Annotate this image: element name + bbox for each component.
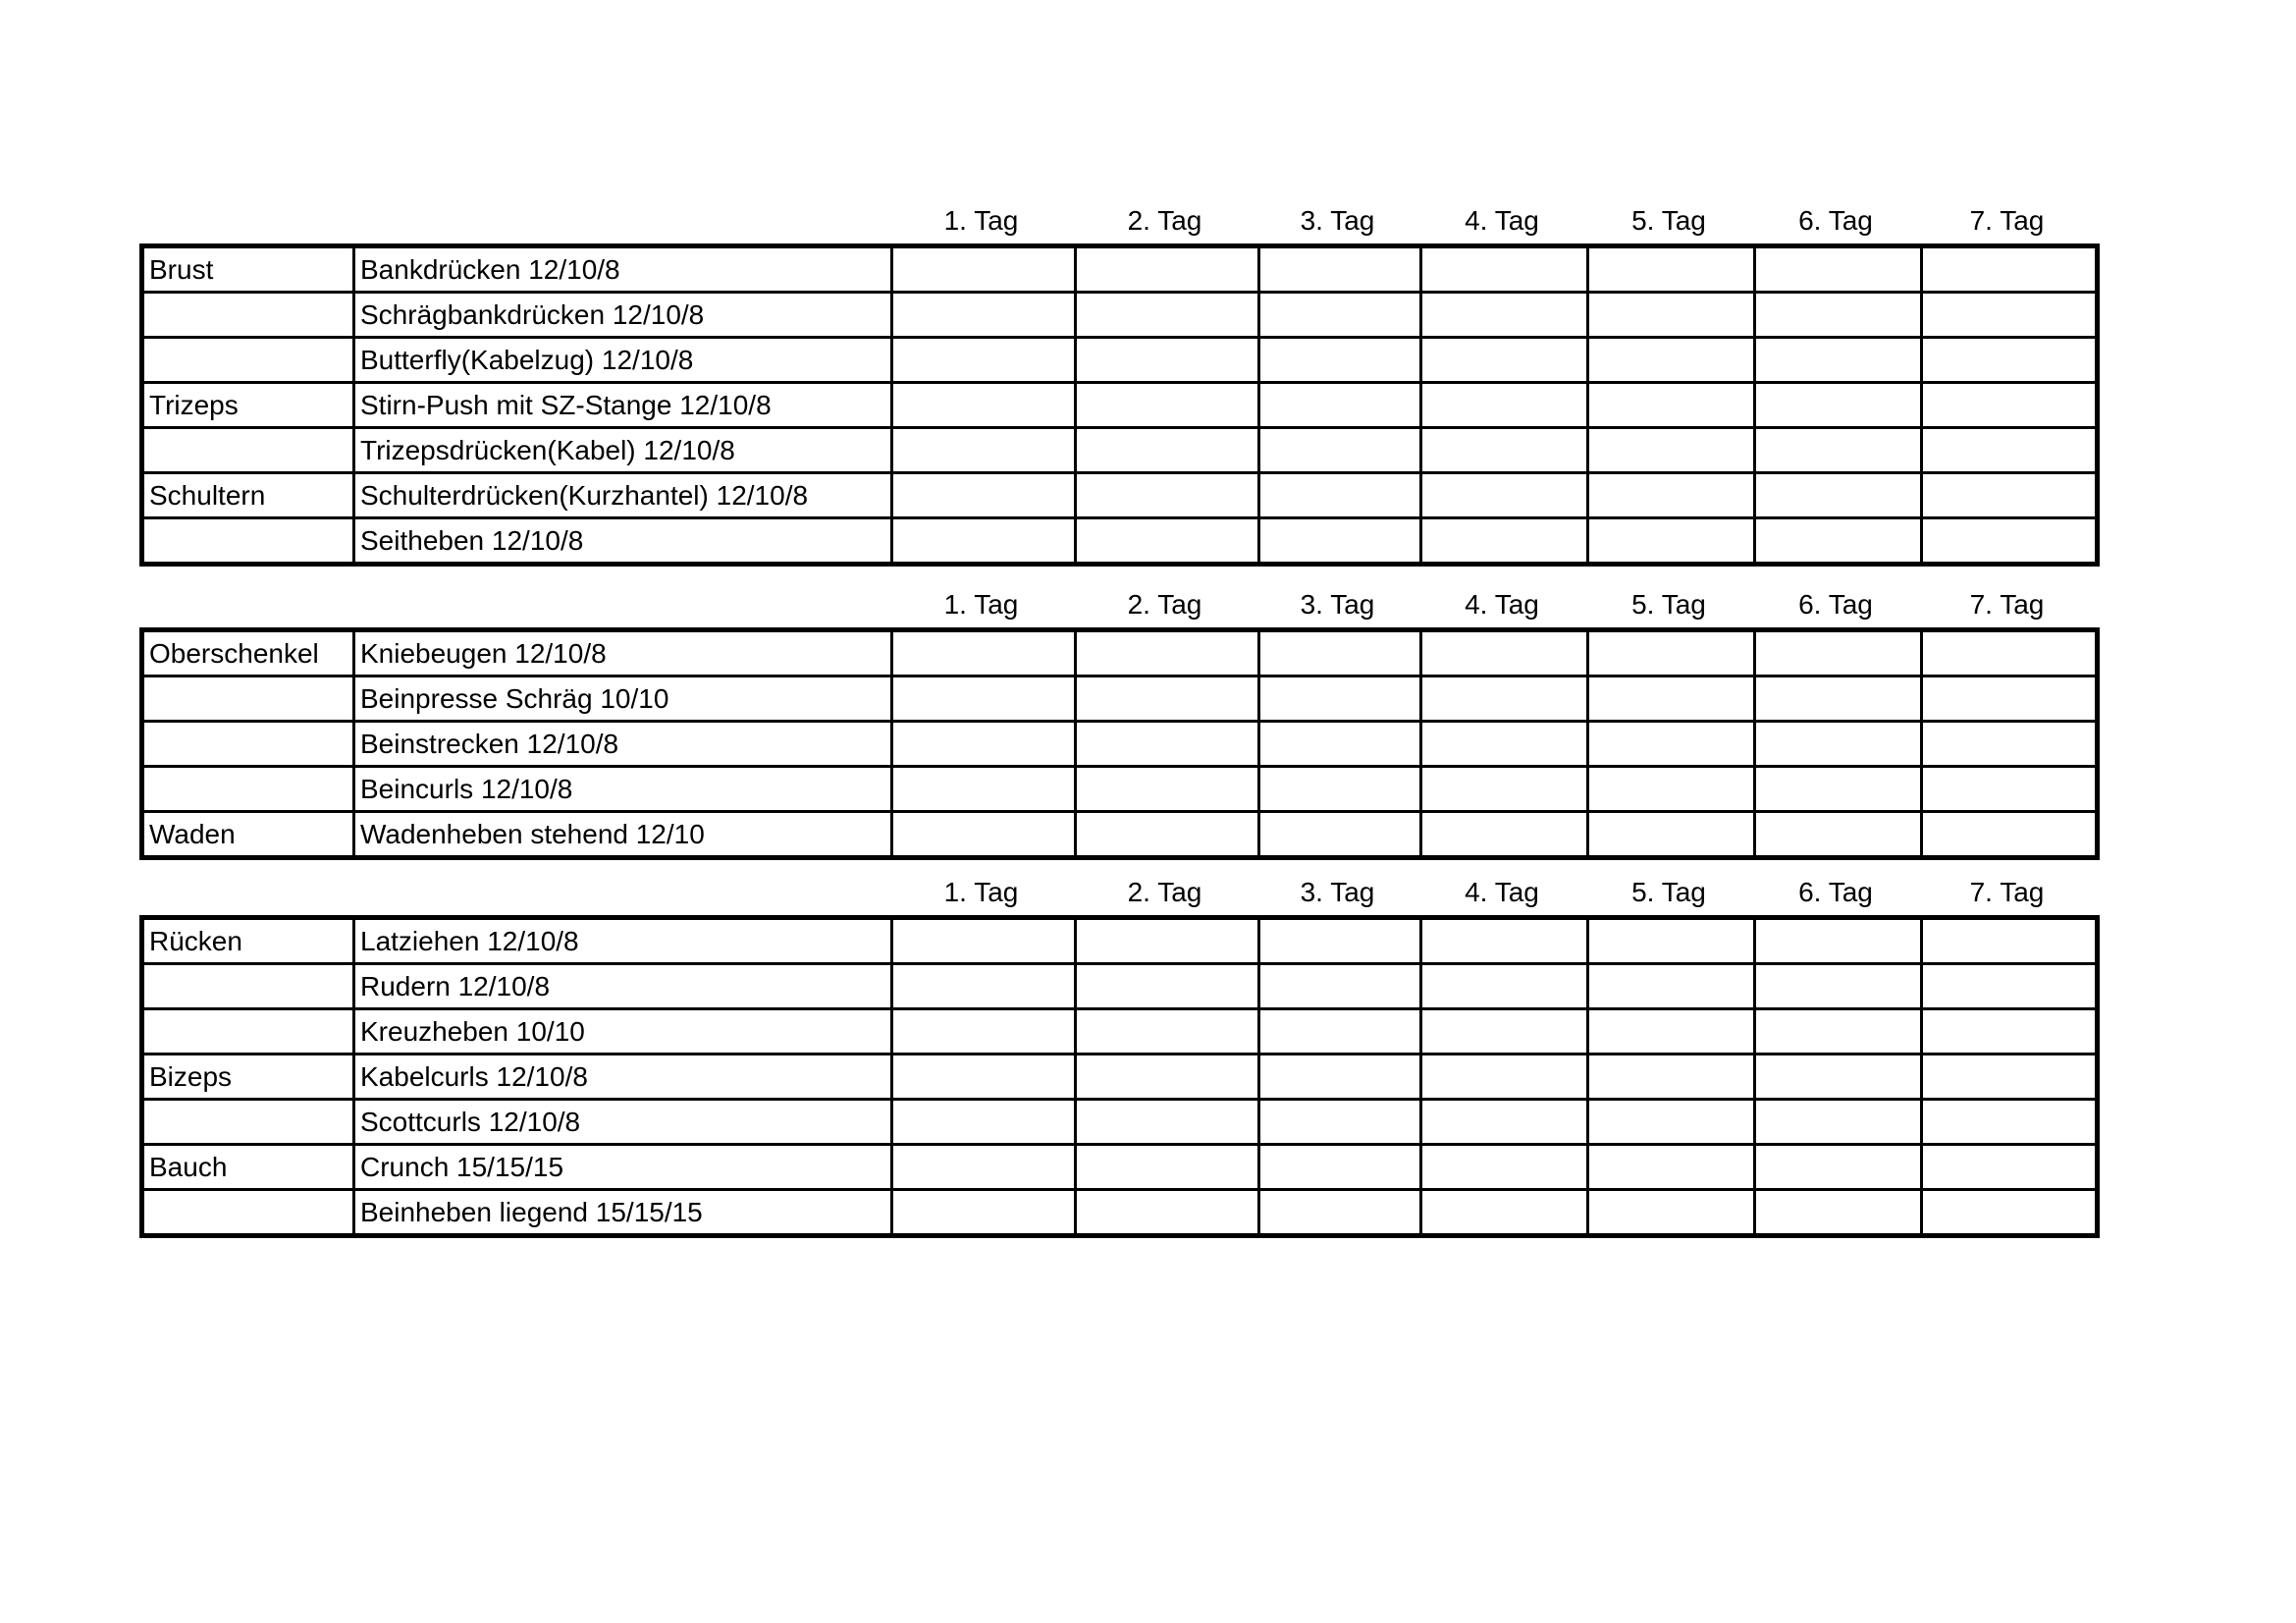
muscle-group-cell — [142, 1100, 354, 1145]
day-cell[interactable] — [1076, 767, 1259, 812]
day-cell[interactable] — [1259, 246, 1421, 293]
exercise-cell: Kabelcurls 12/10/8 — [354, 1055, 892, 1100]
day-cell[interactable] — [1076, 630, 1259, 676]
table-row — [142, 918, 2098, 964]
day-cell[interactable] — [892, 338, 1076, 383]
muscle-group-cell — [142, 722, 354, 767]
day-cell[interactable] — [1922, 630, 2098, 676]
day-cell[interactable] — [1588, 722, 1755, 767]
exercise-cell: Trizepsdrücken(Kabel) 12/10/8 — [354, 428, 892, 473]
day-cell[interactable] — [1259, 812, 1421, 858]
exercise-cell: Stirn-Push mit SZ-Stange 12/10/8 — [354, 383, 892, 428]
day-cell[interactable] — [892, 918, 1076, 964]
day-cell[interactable] — [892, 630, 1076, 676]
day-label-5: 5. Tag — [1631, 205, 1706, 236]
day-cell[interactable] — [1922, 964, 2098, 1009]
day-cell[interactable] — [1421, 1009, 1588, 1055]
exercise-cell: Wadenheben stehend 12/10 — [354, 812, 892, 858]
exercise-cell: Beinstrecken 12/10/8 — [354, 722, 892, 767]
day-cell[interactable] — [892, 1009, 1076, 1055]
table-row — [142, 428, 2098, 473]
day-cell[interactable] — [1755, 473, 1922, 518]
exercise-cell: Beincurls 12/10/8 — [354, 767, 892, 812]
day-label-3: 3. Tag — [1300, 205, 1375, 236]
day-cell[interactable] — [1588, 1009, 1755, 1055]
day-label-1: 1. Tag — [943, 589, 1019, 620]
day-cell[interactable] — [1259, 1190, 1421, 1236]
exercise-table — [139, 915, 2100, 1238]
muscle-group-cell — [142, 338, 354, 383]
muscle-group-cell: Bauch — [142, 1145, 354, 1190]
day-label-3: 3. Tag — [1300, 877, 1375, 907]
day-header — [139, 876, 2095, 909]
day-label-7: 7. Tag — [1969, 589, 2045, 620]
day-cell[interactable] — [1076, 722, 1259, 767]
day-cell[interactable] — [1421, 518, 1588, 565]
day-cell[interactable] — [892, 473, 1076, 518]
day-cell[interactable] — [1755, 812, 1922, 858]
day-cell[interactable] — [1588, 293, 1755, 338]
day-cell[interactable] — [1922, 246, 2098, 293]
day-cell[interactable] — [1755, 293, 1922, 338]
day-cell[interactable] — [1259, 383, 1421, 428]
day-cell[interactable] — [1421, 383, 1588, 428]
day-cell[interactable] — [1259, 428, 1421, 473]
day-cell[interactable] — [1922, 767, 2098, 812]
table-row — [142, 964, 2098, 1009]
muscle-group-cell — [142, 676, 354, 722]
day-cell[interactable] — [1076, 1190, 1259, 1236]
day-cell[interactable] — [1421, 473, 1588, 518]
day-cell[interactable] — [1076, 1145, 1259, 1190]
day-cell[interactable] — [1421, 918, 1588, 964]
day-cell[interactable] — [1421, 1145, 1588, 1190]
day-cell[interactable] — [1076, 918, 1259, 964]
day-cell[interactable] — [1588, 964, 1755, 1009]
table-row — [142, 518, 2098, 565]
day-cell[interactable] — [1922, 676, 2098, 722]
muscle-group-cell — [142, 1190, 354, 1236]
day-cell[interactable] — [1421, 630, 1588, 676]
day-label-2: 2. Tag — [1127, 877, 1202, 907]
day-cell[interactable] — [1922, 1009, 2098, 1055]
day-cell[interactable] — [1259, 1145, 1421, 1190]
day-cell[interactable] — [1755, 518, 1922, 565]
day-cell[interactable] — [1259, 1009, 1421, 1055]
day-cell[interactable] — [1922, 1100, 2098, 1145]
day-cell[interactable] — [1922, 473, 2098, 518]
day-cell[interactable] — [1922, 812, 2098, 858]
table-row — [142, 473, 2098, 518]
table-row — [142, 383, 2098, 428]
day-label-6: 6. Tag — [1798, 205, 1873, 236]
day-cell[interactable] — [1755, 1190, 1922, 1236]
muscle-group-cell: Waden — [142, 812, 354, 858]
day-label-1: 1. Tag — [943, 877, 1019, 907]
exercise-cell: Kreuzheben 10/10 — [354, 1009, 892, 1055]
day-cell[interactable] — [1755, 1100, 1922, 1145]
table-row — [142, 1145, 2098, 1190]
table-row — [142, 630, 2098, 676]
day-cell[interactable] — [1076, 1055, 1259, 1100]
day-cell[interactable] — [892, 964, 1076, 1009]
day-cell[interactable] — [1922, 722, 2098, 767]
muscle-group-cell: Trizeps — [142, 383, 354, 428]
day-cell[interactable] — [1421, 722, 1588, 767]
day-cell[interactable] — [1421, 293, 1588, 338]
table-row — [142, 246, 2098, 293]
day-cell[interactable] — [1421, 428, 1588, 473]
day-cell[interactable] — [1922, 1055, 2098, 1100]
table-row — [142, 812, 2098, 858]
muscle-group-cell — [142, 1009, 354, 1055]
day-cell[interactable] — [1588, 1055, 1755, 1100]
exercise-cell: Beinpresse Schräg 10/10 — [354, 676, 892, 722]
table-row — [142, 767, 2098, 812]
day-cell[interactable] — [1755, 630, 1922, 676]
day-cell[interactable] — [1588, 1145, 1755, 1190]
exercise-cell: Schulterdrücken(Kurzhantel) 12/10/8 — [354, 473, 892, 518]
day-cell[interactable] — [1922, 383, 2098, 428]
day-cell[interactable] — [1421, 964, 1588, 1009]
day-header — [139, 588, 2095, 622]
day-cell[interactable] — [1421, 812, 1588, 858]
exercise-cell: Crunch 15/15/15 — [354, 1145, 892, 1190]
muscle-group-cell — [142, 964, 354, 1009]
day-cell[interactable] — [892, 767, 1076, 812]
day-cell[interactable] — [1755, 1055, 1922, 1100]
table-row — [142, 676, 2098, 722]
exercise-cell: Beinheben liegend 15/15/15 — [354, 1190, 892, 1236]
muscle-group-cell — [142, 767, 354, 812]
muscle-group-cell — [142, 428, 354, 473]
day-cell[interactable] — [892, 383, 1076, 428]
day-cell[interactable] — [1421, 246, 1588, 293]
exercise-cell: Kniebeugen 12/10/8 — [354, 630, 892, 676]
day-cell[interactable] — [1755, 722, 1922, 767]
muscle-group-cell: Schultern — [142, 473, 354, 518]
day-label-6: 6. Tag — [1798, 589, 1873, 620]
day-cell[interactable] — [892, 428, 1076, 473]
day-cell[interactable] — [1755, 1145, 1922, 1190]
day-cell[interactable] — [1076, 964, 1259, 1009]
day-cell[interactable] — [1922, 293, 2098, 338]
exercise-cell: Schrägbankdrücken 12/10/8 — [354, 293, 892, 338]
muscle-group-cell: Brust — [142, 246, 354, 293]
day-cell[interactable] — [892, 1190, 1076, 1236]
day-cell[interactable] — [1755, 428, 1922, 473]
day-cell[interactable] — [1076, 293, 1259, 338]
day-label-5: 5. Tag — [1631, 877, 1706, 907]
exercise-cell: Butterfly(Kabelzug) 12/10/8 — [354, 338, 892, 383]
day-label-1: 1. Tag — [943, 205, 1019, 236]
day-cell[interactable] — [1259, 918, 1421, 964]
exercise-cell: Seitheben 12/10/8 — [354, 518, 892, 565]
day-cell[interactable] — [892, 1100, 1076, 1145]
day-cell[interactable] — [1259, 473, 1421, 518]
day-label-2: 2. Tag — [1127, 589, 1202, 620]
day-cell[interactable] — [1588, 338, 1755, 383]
day-label-2: 2. Tag — [1127, 205, 1202, 236]
day-cell[interactable] — [1588, 428, 1755, 473]
day-cell[interactable] — [1259, 293, 1421, 338]
day-cell[interactable] — [892, 1055, 1076, 1100]
day-label-7: 7. Tag — [1969, 877, 2045, 907]
day-label-5: 5. Tag — [1631, 589, 1706, 620]
day-cell[interactable] — [1259, 630, 1421, 676]
day-cell[interactable] — [1588, 812, 1755, 858]
table-row — [142, 1100, 2098, 1145]
day-cell[interactable] — [1588, 1190, 1755, 1236]
day-cell[interactable] — [1922, 1145, 2098, 1190]
day-cell[interactable] — [892, 518, 1076, 565]
exercise-cell: Scottcurls 12/10/8 — [354, 1100, 892, 1145]
day-label-7: 7. Tag — [1969, 205, 2045, 236]
day-cell[interactable] — [1076, 338, 1259, 383]
day-cell[interactable] — [892, 676, 1076, 722]
day-cell[interactable] — [1076, 246, 1259, 293]
table-row — [142, 1055, 2098, 1100]
day-cell[interactable] — [1755, 964, 1922, 1009]
day-cell[interactable] — [1421, 767, 1588, 812]
muscle-group-cell: Rücken — [142, 918, 354, 964]
day-cell[interactable] — [1755, 918, 1922, 964]
day-cell[interactable] — [1755, 246, 1922, 293]
exercise-cell: Rudern 12/10/8 — [354, 964, 892, 1009]
day-cell[interactable] — [1421, 1100, 1588, 1145]
day-cell[interactable] — [1922, 1190, 2098, 1236]
day-cell[interactable] — [1259, 1100, 1421, 1145]
day-cell[interactable] — [1922, 518, 2098, 565]
day-cell[interactable] — [1421, 1055, 1588, 1100]
day-cell[interactable] — [892, 293, 1076, 338]
day-cell[interactable] — [1755, 676, 1922, 722]
day-cell[interactable] — [1259, 722, 1421, 767]
day-cell[interactable] — [1588, 1100, 1755, 1145]
day-cell[interactable] — [1755, 338, 1922, 383]
exercise-cell: Latziehen 12/10/8 — [354, 918, 892, 964]
day-cell[interactable] — [1076, 1009, 1259, 1055]
day-cell[interactable] — [1076, 428, 1259, 473]
day-label-6: 6. Tag — [1798, 877, 1873, 907]
day-cell[interactable] — [1076, 1100, 1259, 1145]
day-cell[interactable] — [1421, 676, 1588, 722]
exercise-cell: Bankdrücken 12/10/8 — [354, 246, 892, 293]
day-cell[interactable] — [892, 1145, 1076, 1190]
day-cell[interactable] — [1421, 338, 1588, 383]
day-cell[interactable] — [1076, 518, 1259, 565]
day-cell[interactable] — [1076, 676, 1259, 722]
day-cell[interactable] — [1259, 964, 1421, 1009]
table-row — [142, 293, 2098, 338]
exercise-table — [139, 243, 2100, 567]
day-cell[interactable] — [1755, 383, 1922, 428]
day-header — [139, 204, 2095, 238]
day-cell[interactable] — [1588, 246, 1755, 293]
day-cell[interactable] — [1259, 338, 1421, 383]
day-cell[interactable] — [1588, 767, 1755, 812]
day-cell[interactable] — [1588, 630, 1755, 676]
muscle-group-cell — [142, 293, 354, 338]
day-cell[interactable] — [1922, 918, 2098, 964]
day-cell[interactable] — [1421, 1190, 1588, 1236]
day-cell[interactable] — [1922, 428, 2098, 473]
day-cell[interactable] — [1922, 338, 2098, 383]
day-cell[interactable] — [1588, 473, 1755, 518]
table-row — [142, 722, 2098, 767]
muscle-group-cell: Bizeps — [142, 1055, 354, 1100]
day-cell[interactable] — [1588, 918, 1755, 964]
day-cell[interactable] — [1588, 518, 1755, 565]
day-label-3: 3. Tag — [1300, 589, 1375, 620]
day-cell[interactable] — [892, 722, 1076, 767]
day-cell[interactable] — [1259, 767, 1421, 812]
day-cell[interactable] — [1259, 518, 1421, 565]
day-cell[interactable] — [1259, 676, 1421, 722]
day-cell[interactable] — [1588, 676, 1755, 722]
day-cell[interactable] — [892, 246, 1076, 293]
table-row — [142, 338, 2098, 383]
day-label-4: 4. Tag — [1465, 205, 1539, 236]
table-row — [142, 1190, 2098, 1236]
table-row — [142, 1009, 2098, 1055]
day-cell[interactable] — [1588, 383, 1755, 428]
day-label-4: 4. Tag — [1465, 589, 1539, 620]
day-cell[interactable] — [1076, 383, 1259, 428]
day-cell[interactable] — [1755, 1009, 1922, 1055]
day-cell[interactable] — [892, 812, 1076, 858]
day-label-4: 4. Tag — [1465, 877, 1539, 907]
day-cell[interactable] — [1755, 767, 1922, 812]
muscle-group-cell — [142, 518, 354, 565]
day-cell[interactable] — [1076, 812, 1259, 858]
day-cell[interactable] — [1076, 473, 1259, 518]
muscle-group-cell: Oberschenkel — [142, 630, 354, 676]
day-cell[interactable] — [1259, 1055, 1421, 1100]
exercise-table — [139, 627, 2100, 860]
